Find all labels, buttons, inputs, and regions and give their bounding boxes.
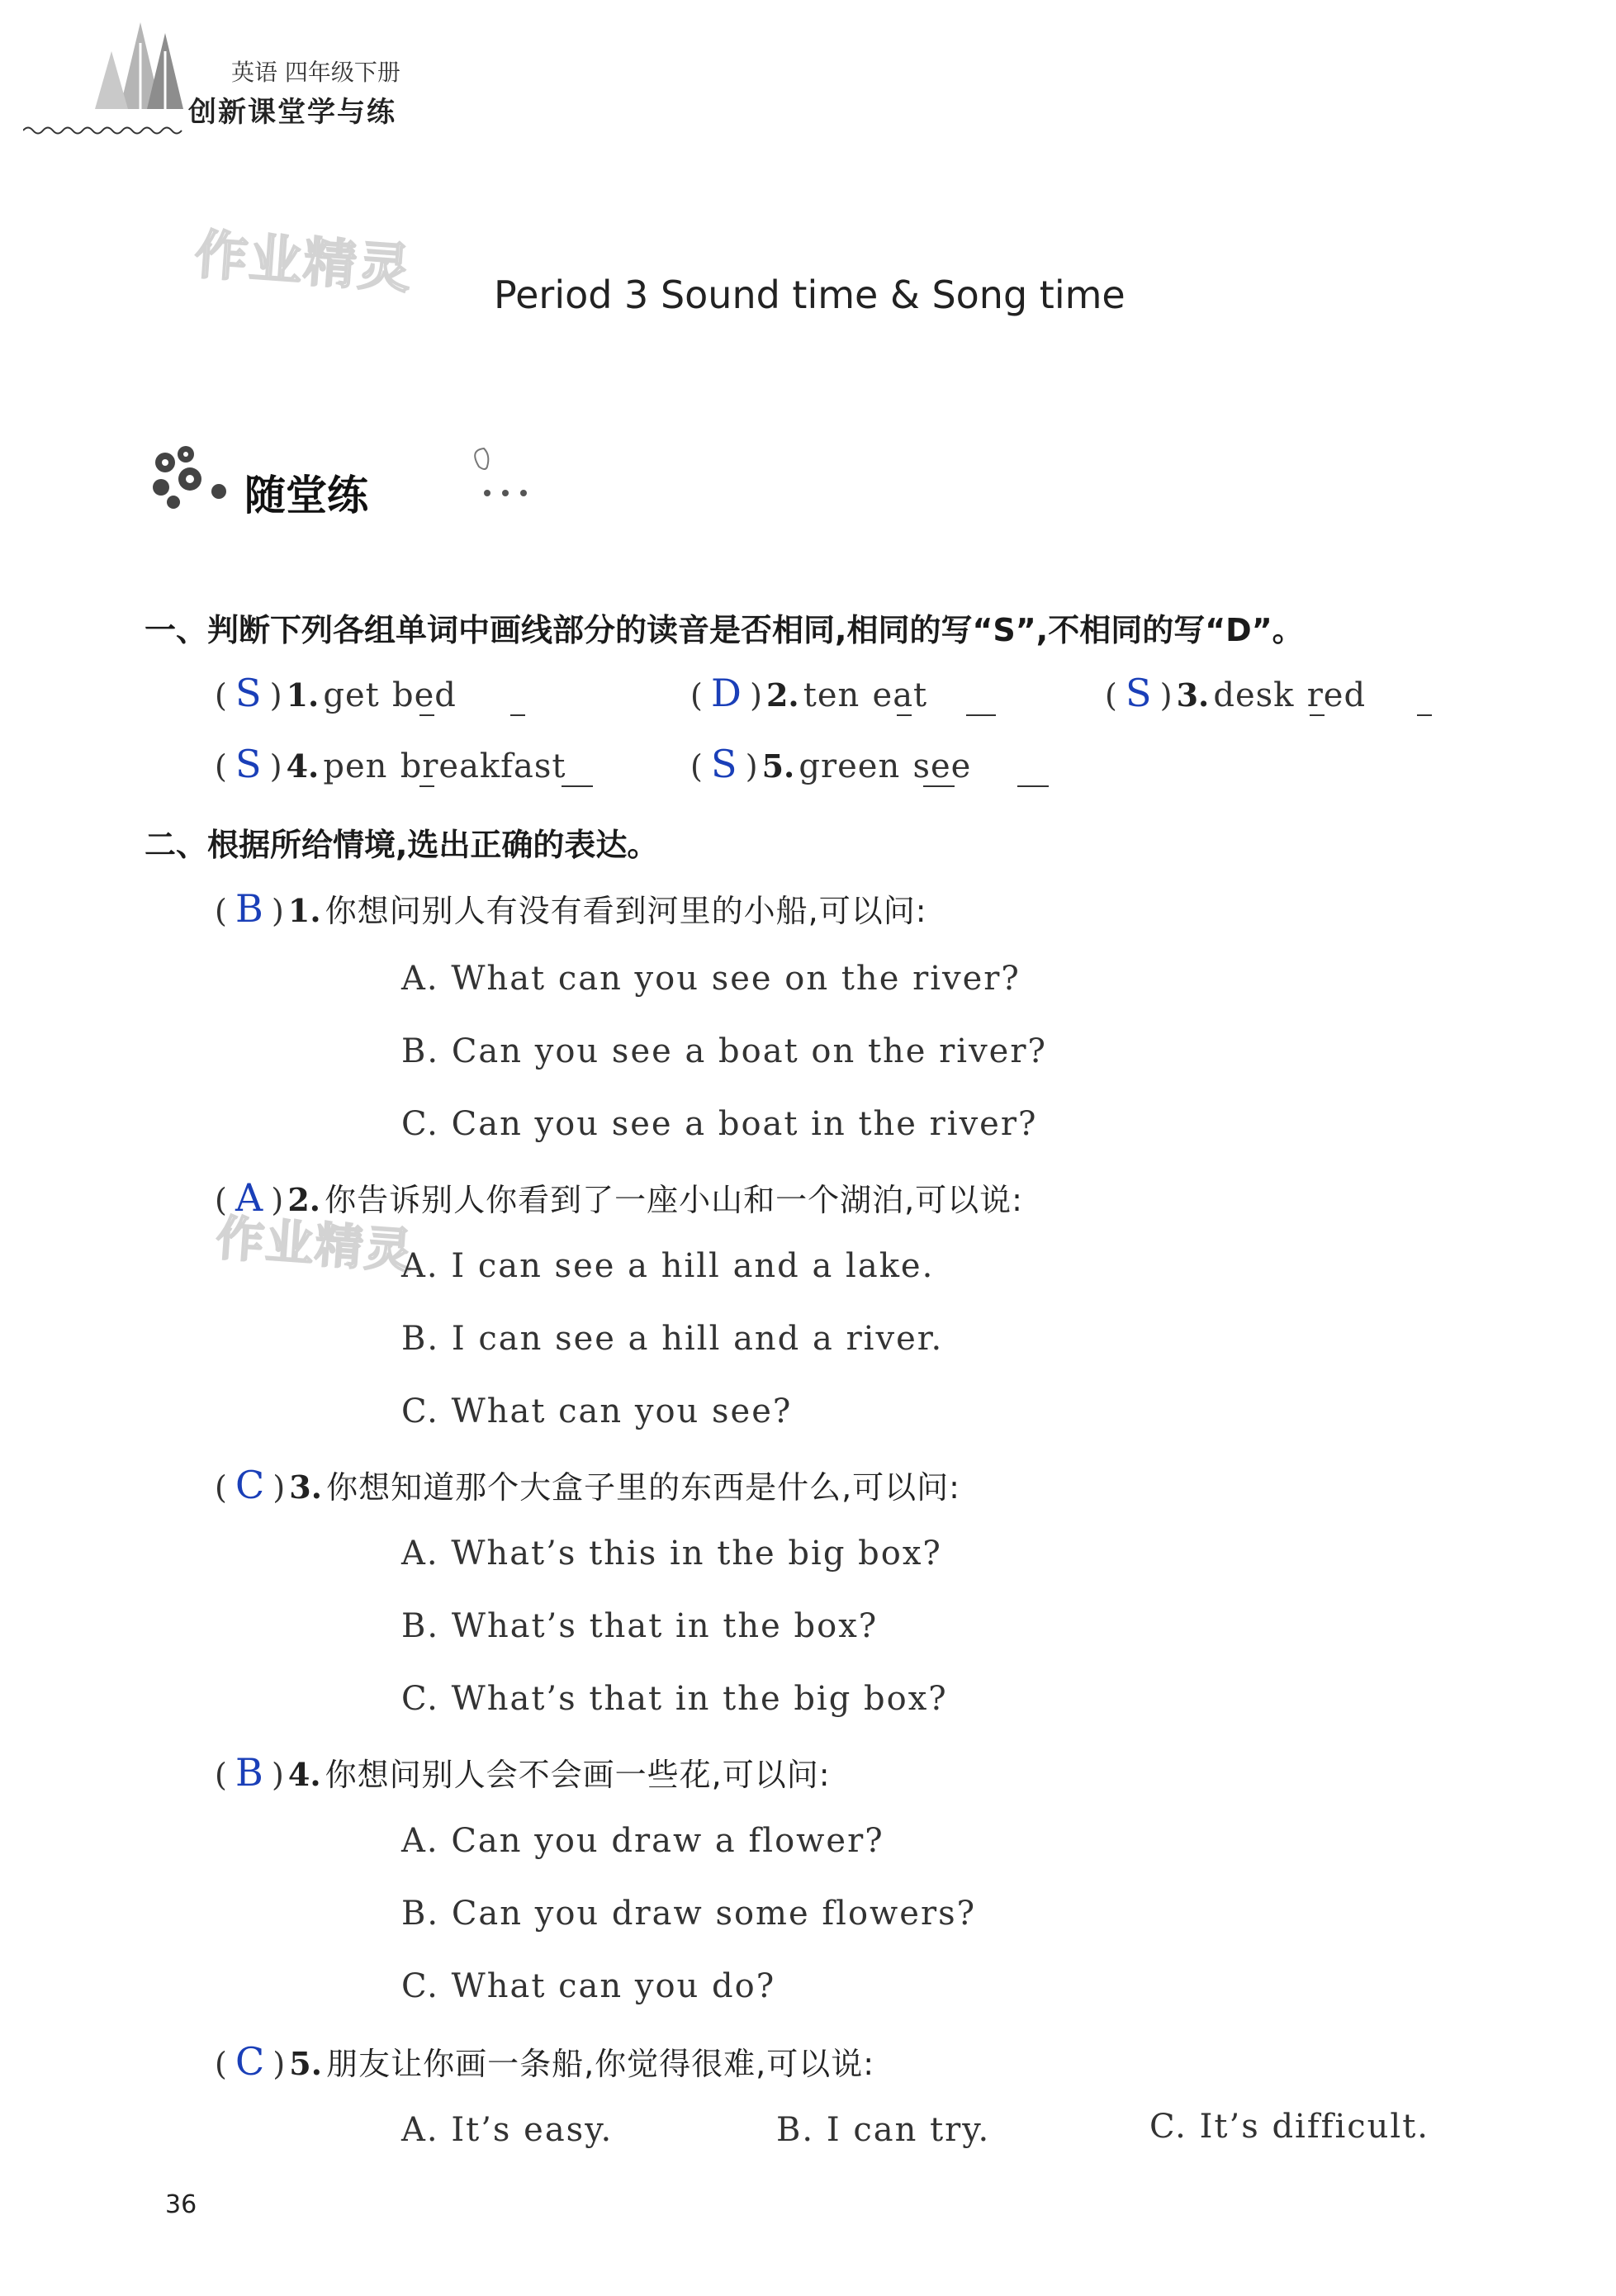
option: A. What can you see on the river? <box>401 960 1021 998</box>
option: B. Can you draw some flowers? <box>401 1895 977 1933</box>
watermark-top: 作业精灵 <box>192 224 415 301</box>
page-title: Period 3 Sound time & Song time <box>494 273 1126 317</box>
page-number: 36 <box>165 2190 197 2219</box>
option: C. What’s that in the big box? <box>401 1680 948 1718</box>
s1-item-2: ( D ) 2. ten eat <box>690 671 928 715</box>
option: C. What can you see? <box>401 1392 793 1430</box>
s1-item-3: ( S ) 3. desk red <box>1105 671 1367 715</box>
watermark-middle: 作业精灵 <box>214 1209 416 1280</box>
s1-item-1: ( S ) 1. get bed <box>215 671 457 715</box>
option: A. What’s this in the big box? <box>401 1535 942 1573</box>
option: A. I can see a hill and a lake. <box>401 1247 935 1285</box>
option: B. What’s that in the box? <box>401 1607 879 1645</box>
option: B. I can try. <box>776 2111 991 2149</box>
s2-question-2: ( A ) 2. 你告诉别人你看到了一座小山和一个湖泊,可以说: <box>215 1175 1023 1220</box>
answer: S <box>711 742 737 786</box>
question-prompt: 你想问别人有没有看到河里的小船,可以问: <box>325 893 927 929</box>
tree-logo-icon <box>91 18 198 117</box>
s2-question-1: ( B ) 1. 你想问别人有没有看到河里的小船,可以问: <box>215 886 927 931</box>
question-prompt: 你想问别人会不会画一些花,可以问: <box>325 1757 831 1793</box>
option: B. Can you see a boat on the river? <box>401 1032 1047 1070</box>
s2-question-5: ( C ) 5. 朋友让你画一条船,你觉得很难,可以说: <box>215 2039 875 2084</box>
header-subtitle: 英语 四年级下册 <box>231 59 400 86</box>
butterfly-icon <box>462 442 553 511</box>
answer: D <box>711 671 742 715</box>
answer: B <box>235 886 263 931</box>
s2-question-3: ( C ) 3. 你想知道那个大盒子里的东西是什么,可以问: <box>215 1463 960 1507</box>
header-series-title: 创新课堂学与练 <box>188 96 396 129</box>
section1-heading: 一、判断下列各组单词中画线部分的读音是否相同,相同的写“S”,不相同的写“D”。 <box>145 612 1304 648</box>
answer: S <box>235 671 262 715</box>
s1-item-4: ( S ) 4. pen breakfast <box>215 742 566 786</box>
answer: S <box>1126 671 1152 715</box>
option: C. It’s difficult. <box>1149 2108 1429 2146</box>
option: C. What can you do? <box>401 1967 776 2005</box>
option: C. Can you see a boat in the river? <box>401 1105 1038 1143</box>
answer: A <box>235 1175 263 1220</box>
question-prompt: 你想知道那个大盒子里的东西是什么,可以问: <box>326 1469 960 1506</box>
question-prompt: 朋友让你画一条船,你觉得很难,可以说: <box>326 2046 875 2082</box>
section2-heading: 二、根据所给情境,选出正确的表达。 <box>145 827 659 863</box>
answer: C <box>235 2039 265 2084</box>
option: B. I can see a hill and a river. <box>401 1320 944 1358</box>
header-wave-divider <box>23 124 188 140</box>
option: A. Can you draw a flower? <box>401 1822 884 1860</box>
option: A. It’s easy. <box>401 2111 614 2149</box>
practice-label: 随堂练 <box>244 472 368 519</box>
answer: B <box>235 1750 263 1795</box>
question-prompt: 你告诉别人你看到了一座小山和一个湖泊,可以说: <box>325 1182 1023 1218</box>
answer: S <box>235 742 262 786</box>
header-logo <box>91 18 198 121</box>
s2-question-4: ( B ) 4. 你想问别人会不会画一些花,可以问: <box>215 1750 831 1795</box>
s1-item-5: ( S ) 5. green see <box>690 742 972 786</box>
practice-flower-icon <box>140 429 248 524</box>
answer: C <box>235 1463 265 1507</box>
